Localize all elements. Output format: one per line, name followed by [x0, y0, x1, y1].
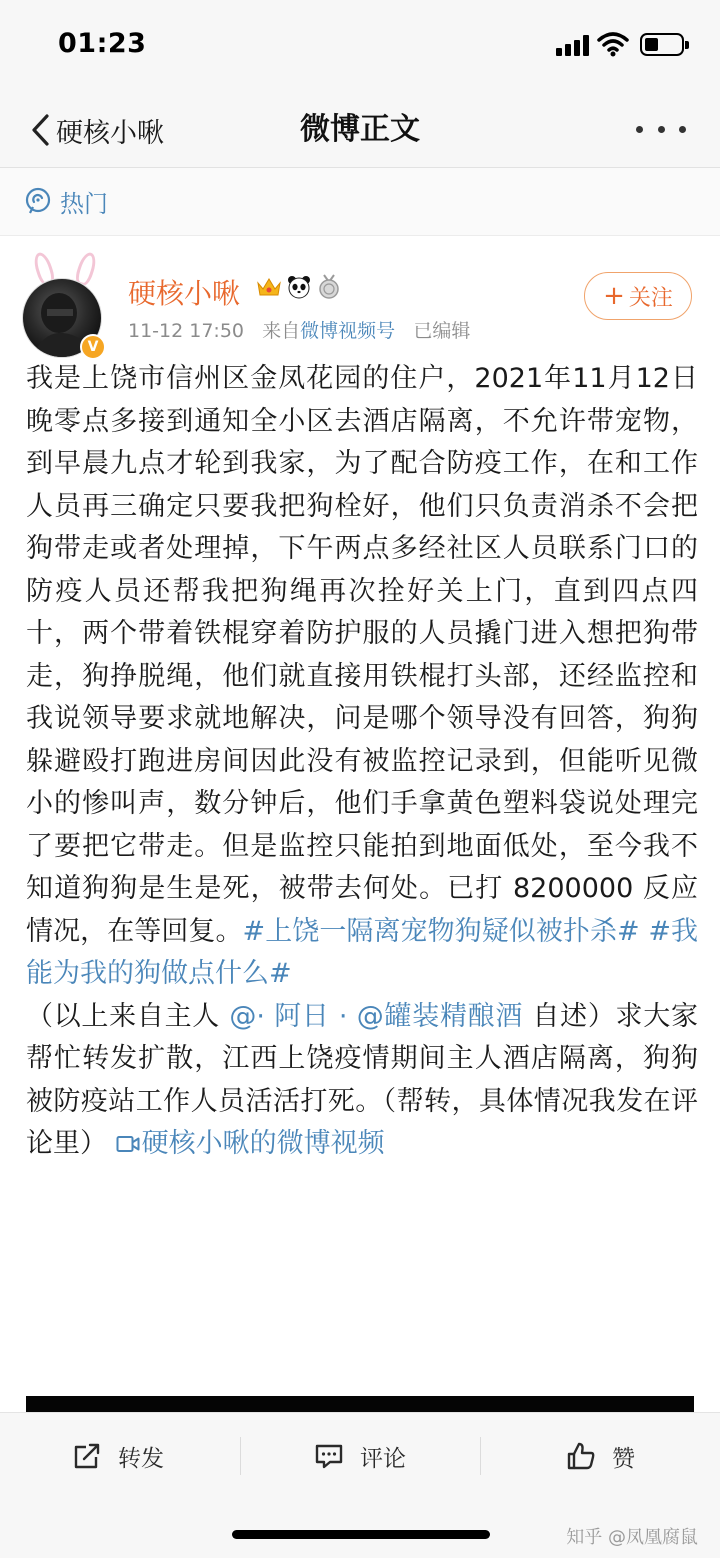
- follow-button[interactable]: [584, 272, 692, 320]
- source-prefix: 来自: [262, 320, 301, 342]
- plus-icon: +: [603, 281, 625, 311]
- wifi-icon: [597, 31, 629, 57]
- post-source[interactable]: 微博视频号: [300, 320, 396, 342]
- follow-label: 关注: [628, 285, 673, 311]
- comment-button[interactable]: [314, 1435, 406, 1477]
- video-link[interactable]: [116, 1128, 385, 1159]
- hot-bar[interactable]: [0, 168, 720, 236]
- post-paragraph: （以上来自主人: [26, 1000, 230, 1032]
- thumbs-up-icon: [566, 1441, 596, 1471]
- page-title: 微博正文: [300, 112, 420, 147]
- like-button[interactable]: [566, 1435, 635, 1477]
- author-name[interactable]: 硬核小啾: [128, 277, 241, 310]
- chevron-left-icon: [30, 113, 50, 147]
- post-paragraph: 自述）求大家帮忙转发扩散，江西上饶疫情期间主人酒店隔离，狗狗被防疫站工作人员活活打死。（帮转，具体情况我发在评论里）: [26, 1000, 698, 1159]
- crown-icon[interactable]: [256, 274, 282, 300]
- watermark: 知乎 @凤凰腐鼠: [566, 1527, 698, 1548]
- back-button[interactable]: [30, 106, 164, 154]
- comment-icon: [314, 1441, 344, 1471]
- video-icon: [116, 1133, 140, 1155]
- like-label: 赞: [612, 1445, 635, 1472]
- verified-badge: V: [80, 334, 106, 360]
- hashtag-link[interactable]: #我能为我的狗做点什么#: [26, 915, 698, 989]
- home-indicator[interactable]: [232, 1530, 490, 1539]
- panda-icon[interactable]: [286, 274, 312, 300]
- hot-icon: [24, 187, 52, 217]
- author-badges: [256, 274, 342, 300]
- medal-icon[interactable]: [316, 274, 342, 300]
- divider: [240, 1437, 241, 1475]
- post-meta: [128, 316, 470, 343]
- edited-label: 已编辑: [413, 320, 471, 342]
- repost-icon: [72, 1441, 102, 1471]
- avatar[interactable]: [22, 252, 106, 355]
- repost-label: 转发: [118, 1445, 164, 1472]
- more-icon[interactable]: [636, 114, 686, 144]
- battery-icon: [640, 33, 684, 56]
- repost-button[interactable]: [72, 1435, 164, 1477]
- status-time: 01:23: [58, 28, 147, 59]
- nav-bar: [0, 92, 720, 168]
- post-body: [26, 358, 698, 1166]
- divider: [480, 1437, 481, 1475]
- hashtag-link[interactable]: #上饶一隔离宠物狗疑似被扑杀#: [242, 915, 640, 947]
- post-time: 11-12 17:50: [128, 320, 245, 342]
- hot-label: 热门: [60, 190, 108, 218]
- back-label: 硬核小啾: [56, 117, 164, 149]
- mention-link[interactable]: @· 阿日 · @罐装精酿酒: [229, 1000, 524, 1032]
- signal-icon: [556, 34, 590, 56]
- comment-label: 评论: [360, 1445, 406, 1472]
- status-bar: [0, 0, 720, 92]
- post-paragraph: 我是上饶市信州区金凤花园的住户，2021年11月12日晚零点多接到通知全小区去酒店隔离，不允许带宠物，到早晨九点才轮到我家，为了配合防疫工作，在和工作人员再三确定只要我把狗栓好，他们只负责消杀不会把狗带走或者处理掉，下午两点多经社区人员联系门口的防疫人员还帮我把狗绳再次拴好关上门，直到四点四十，两个带着铁棍穿着防护服的人员撬门进入想把狗带走，狗挣脱绳，他们就直接用铁棍打头部，还经监控和我说领导要求就地解决，问是哪个领导没有回答，狗狗躲避殴打跑进房间因此没有被监控记录到，但能听见微小的惨叫声，数分钟后，他们手拿黄色塑料袋说处理完了要把它带走。但是监控只能拍到地面低处，至今我不知道狗狗是生是死，被带去何处。已打 8200000 反应情况，在等回复。: [26, 363, 698, 947]
- video-link-label: 硬核小啾的微博视频: [141, 1128, 385, 1159]
